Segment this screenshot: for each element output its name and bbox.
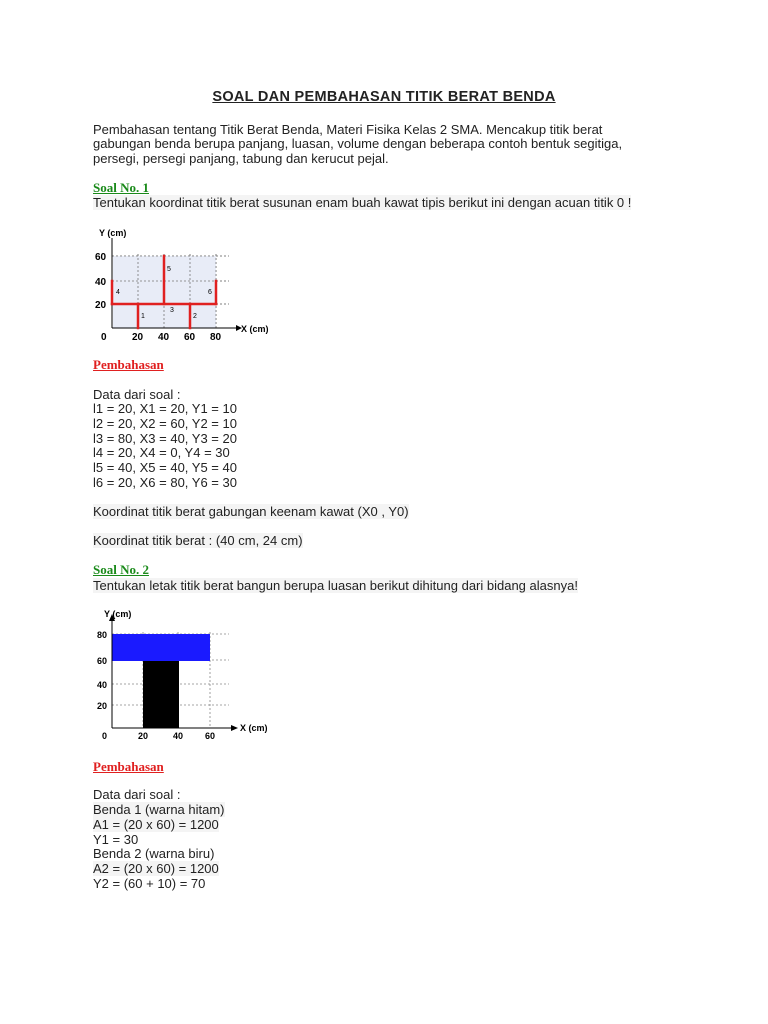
soal-2-data-line: A1 = (20 x 60) = 1200 <box>93 817 219 832</box>
fig1-y-label: Y (cm) <box>99 228 127 238</box>
wire-label: 1 <box>141 313 145 320</box>
wire-label: 5 <box>167 266 171 273</box>
soal-1-data-line: l4 = 20, X4 = 0, Y4 = 30 <box>93 445 230 460</box>
soal-1-heading: Soal No. 1 <box>93 180 149 195</box>
soal-1-figure <box>92 224 282 344</box>
fig1-x-tick: 80 <box>210 332 222 343</box>
fig2-x-tick: 60 <box>205 731 216 741</box>
wire-label: 6 <box>208 289 212 296</box>
fig1-x-tick: 20 <box>132 332 144 343</box>
soal-2-data-line: Benda 2 (warna biru) <box>93 846 215 861</box>
intro-line-1: Pembahasan tentang Titik Berat Benda, Materi Fisika Kelas 2 SMA. Mencakup titik berat <box>93 122 603 137</box>
soal-1-data-line: l3 = 80, X3 = 40, Y3 = 20 <box>93 431 237 446</box>
soal-1-data-line: l2 = 20, X2 = 60, Y2 = 10 <box>93 416 237 431</box>
soal-1-question: Tentukan koordinat titik berat susunan enam buah kawat tipis berikut ini dengan acuan titik 0 ! <box>93 195 632 210</box>
fig2-x-tick: 0 <box>102 731 108 741</box>
soal-2-data-label: Data dari soal : <box>93 787 181 802</box>
soal-2-pembahasan: Pembahasan <box>93 759 164 774</box>
fig1-x-tick: 60 <box>184 332 196 343</box>
soal-1-pembahasan: Pembahasan <box>93 357 164 372</box>
intro-line-3: persegi, persegi panjang, tabung dan kerucut pejal. <box>93 151 389 166</box>
fig2-x-tick: 20 <box>138 731 149 741</box>
wire-label: 3 <box>170 307 174 314</box>
soal-1-data-label: Data dari soal : <box>93 387 181 402</box>
page-title: SOAL DAN PEMBAHASAN TITIK BERAT BENDA <box>212 89 556 105</box>
fig1-x-tick: 0 <box>101 332 107 343</box>
fig1-y-tick: 60 <box>95 252 107 263</box>
fig2-y-label: Y (cm) <box>104 609 132 619</box>
wire-label: 2 <box>193 313 197 320</box>
soal-1-result: Koordinat titik berat : (40 cm, 24 cm) <box>93 533 303 548</box>
soal-2-figure <box>92 604 282 744</box>
fig2-y-tick: 80 <box>97 630 108 640</box>
soal-2-data-line: Benda 1 (warna hitam) <box>93 802 225 817</box>
fig2-y-tick: 40 <box>97 680 108 690</box>
intro-line-2: gabungan benda berupa panjang, luasan, volume dengan beberapa contoh bentuk segitiga, <box>93 136 623 151</box>
blue-rectangle <box>112 634 210 661</box>
black-rectangle <box>143 661 179 728</box>
wire-label: 4 <box>116 289 120 296</box>
fig1-y-tick: 40 <box>95 277 107 288</box>
soal-1-data-line: l5 = 40, X5 = 40, Y5 = 40 <box>93 460 237 475</box>
fig1-x-tick: 40 <box>158 332 170 343</box>
soal-2-data-line: Y2 = (60 + 10) = 70 <box>93 876 206 891</box>
soal-2-question: Tentukan letak titik berat bangun berupa luasan berikut dihitung dari bidang alasnya! <box>93 578 578 593</box>
fig2-x-label: X (cm) <box>240 723 268 733</box>
fig2-y-tick: 60 <box>97 656 108 666</box>
fig1-y-tick: 20 <box>95 300 107 311</box>
soal-2-data-line: A2 = (20 x 60) = 1200 <box>93 861 219 876</box>
fig2-y-tick: 20 <box>97 701 108 711</box>
fig1-x-label: X (cm) <box>241 324 269 334</box>
soal-1-gabungan: Koordinat titik berat gabungan keenam kawat (X0 , Y0) <box>93 504 409 519</box>
fig2-x-tick: 40 <box>173 731 184 741</box>
soal-1-data-line: l1 = 20, X1 = 20, Y1 = 10 <box>93 401 237 416</box>
soal-2-heading: Soal No. 2 <box>93 562 149 577</box>
soal-1-data-line: l6 = 20, X6 = 80, Y6 = 30 <box>93 475 237 490</box>
soal-2-data-line: Y1 = 30 <box>93 832 139 847</box>
